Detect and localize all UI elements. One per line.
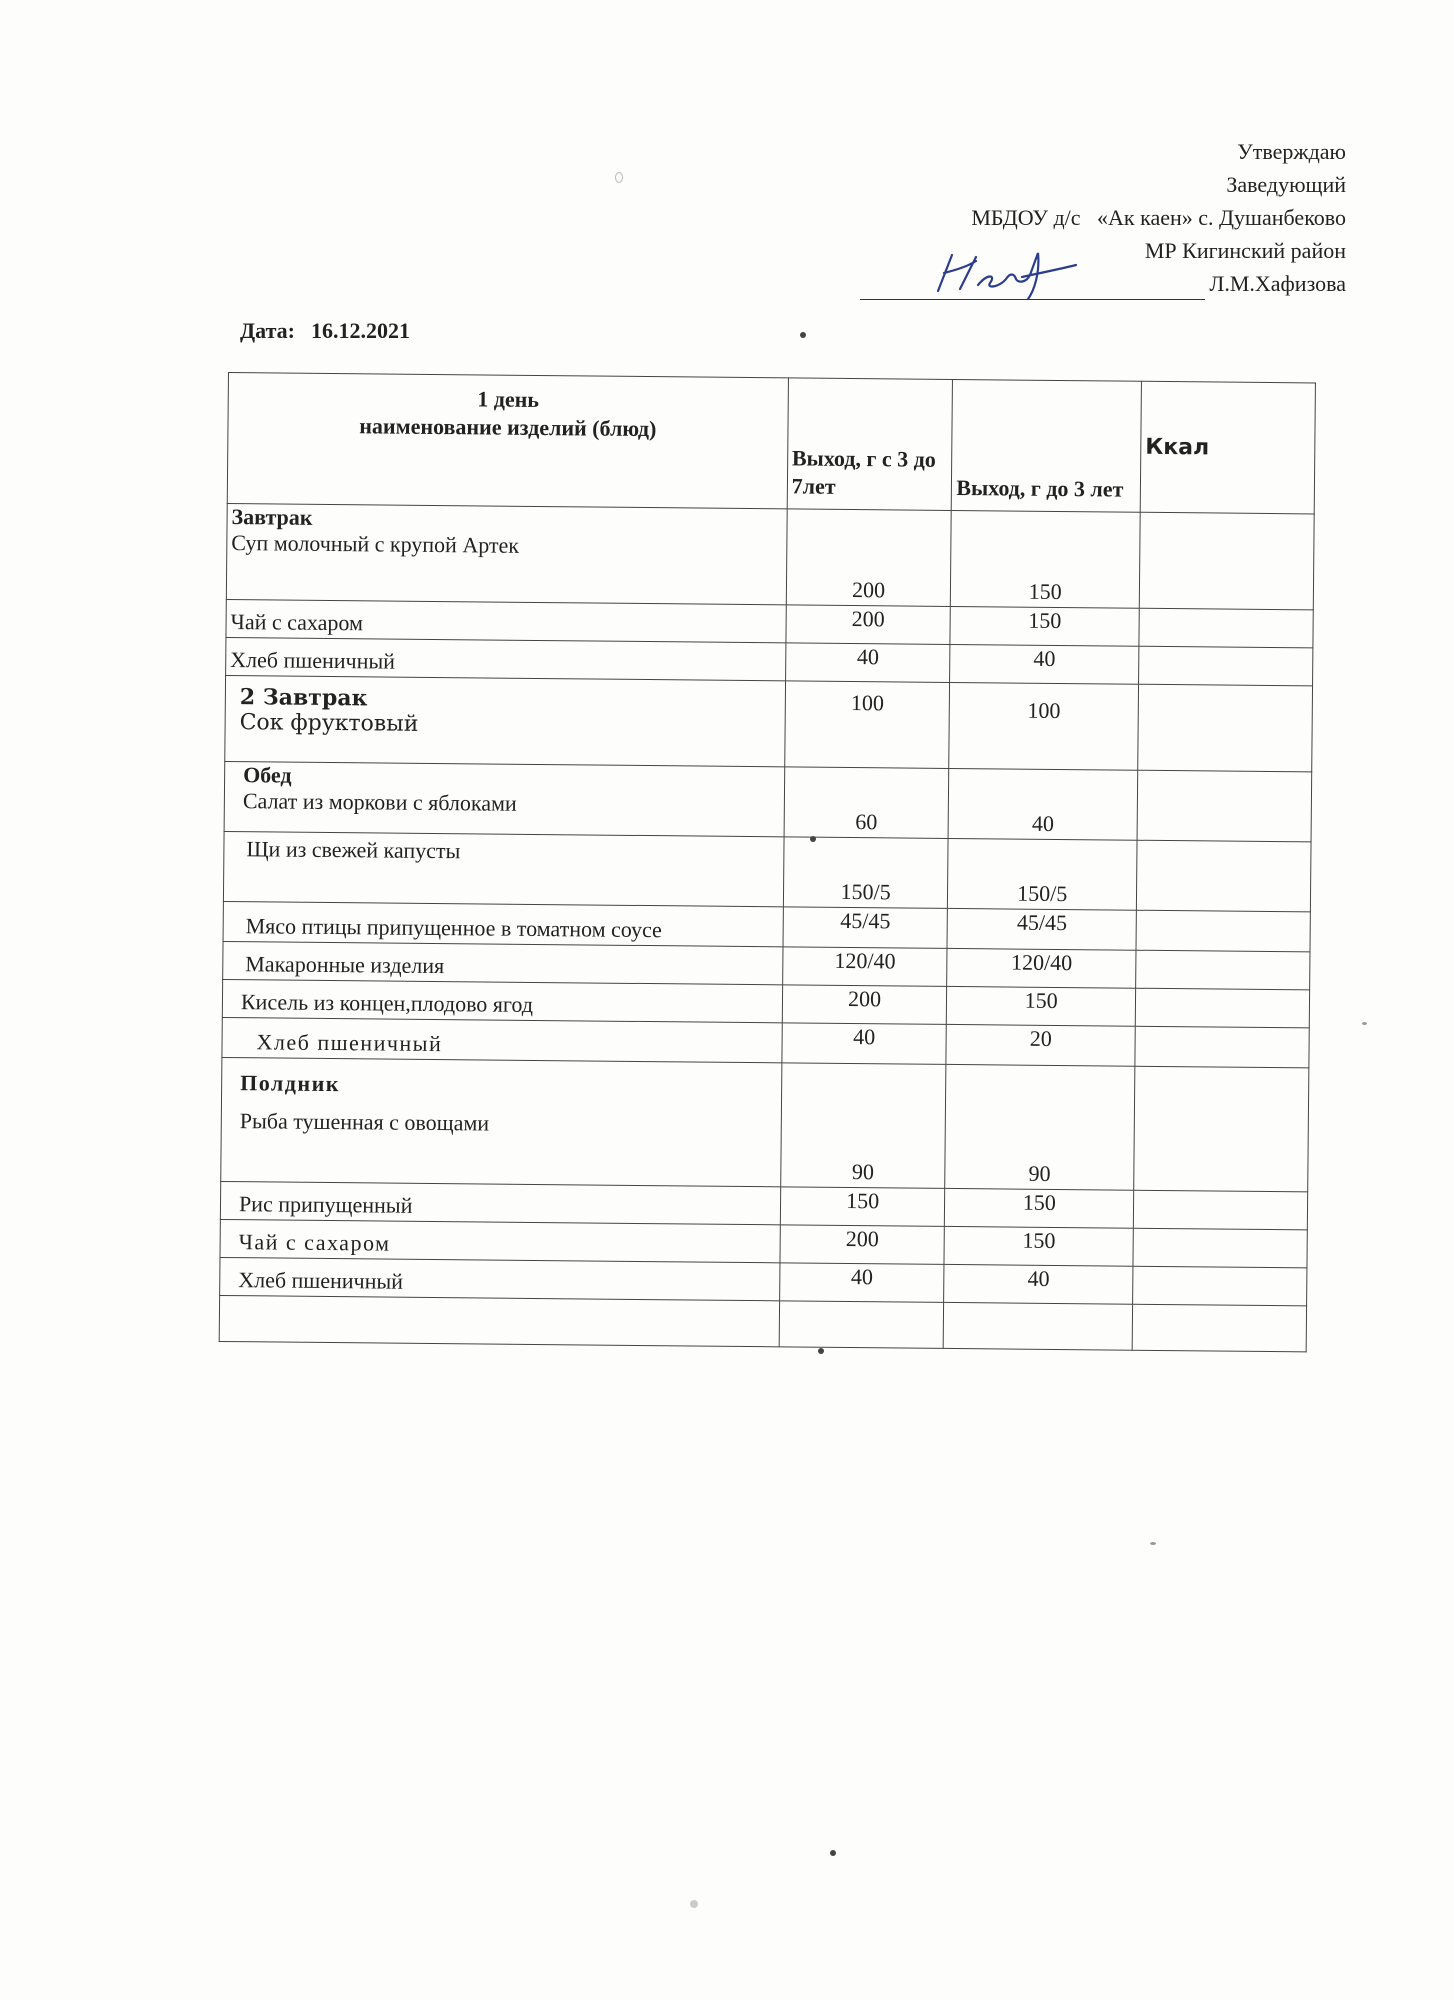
kcal-cell bbox=[1135, 988, 1309, 1028]
dish-name: Хлеб пшеничный bbox=[226, 637, 786, 680]
menu-table bbox=[219, 372, 1316, 1352]
out-3-7-cell: 60 bbox=[784, 767, 949, 839]
empty-cell bbox=[944, 1302, 1133, 1350]
dish-name: Кисель из концен,плодово ягод bbox=[222, 979, 782, 1022]
kcal-cell bbox=[1134, 1066, 1309, 1192]
approval-block bbox=[860, 135, 1346, 300]
dish-cell bbox=[225, 675, 786, 766]
out-3-7-cell: 90 bbox=[780, 1063, 946, 1189]
scan-speck bbox=[1150, 1542, 1156, 1545]
out-under3-cell: 150 bbox=[950, 606, 1139, 646]
dish-cell bbox=[224, 761, 784, 836]
dish-name: Сок фруктовый bbox=[239, 710, 419, 737]
out-3-7-cell: 40 bbox=[782, 1023, 947, 1065]
table-row bbox=[223, 831, 1311, 911]
meal-label: Обед bbox=[243, 762, 292, 788]
dish-name: Рыба тушенная с овощами bbox=[239, 1108, 490, 1136]
kcal-cell bbox=[1139, 512, 1314, 610]
table-row bbox=[221, 1057, 1309, 1191]
approval-district: МР Кигинский район bbox=[1144, 238, 1346, 263]
meal-label: Завтрак bbox=[231, 504, 313, 530]
header-day: 1 день bbox=[477, 386, 540, 412]
out-3-7-cell: 200 bbox=[786, 509, 952, 607]
dish-name: Мясо птицы припущенное в томатном соусе bbox=[223, 901, 783, 946]
out-under3-cell: 40 bbox=[944, 1264, 1133, 1304]
out-3-7-cell: 200 bbox=[782, 985, 947, 1025]
approval-title: Утверждаю bbox=[1237, 139, 1346, 164]
kcal-cell bbox=[1136, 910, 1310, 952]
out-3-7-cell: 120/40 bbox=[782, 947, 947, 987]
meal-label: 2 Завтрак bbox=[239, 684, 368, 712]
header-out-under3: Выход, г до 3 лет bbox=[952, 379, 1142, 512]
out-3-7-cell: 150 bbox=[780, 1187, 945, 1227]
kcal-cell bbox=[1137, 770, 1312, 842]
out-3-7-cell: 200 bbox=[786, 605, 951, 645]
header-kcal: Ккал bbox=[1140, 381, 1315, 514]
table-row bbox=[225, 675, 1313, 771]
scan-dot bbox=[800, 332, 806, 338]
table-row bbox=[224, 761, 1312, 841]
table-empty-row bbox=[219, 1295, 1306, 1351]
kcal-cell bbox=[1133, 1190, 1307, 1230]
out-3-7-cell: 40 bbox=[785, 643, 950, 683]
empty-cell bbox=[779, 1301, 944, 1349]
header-dish-name bbox=[227, 373, 788, 509]
header-out-3-7: Выход, г с 3 до 7лет bbox=[787, 378, 953, 511]
dish-name: Хлеб пшеничный bbox=[220, 1257, 780, 1300]
out-3-7-cell: 40 bbox=[779, 1263, 944, 1303]
out-under3-cell: 90 bbox=[945, 1064, 1135, 1190]
out-under3-cell: 40 bbox=[950, 644, 1139, 684]
signature-line bbox=[860, 273, 1205, 300]
dish-cell bbox=[226, 503, 787, 604]
scan-speck bbox=[1362, 1022, 1367, 1025]
kcal-cell bbox=[1139, 646, 1313, 686]
scan-speck bbox=[690, 1900, 698, 1908]
approval-organization: МБДОУ д/с «Ак каен» с. Душанбеково bbox=[971, 205, 1346, 230]
scan-speck bbox=[615, 172, 623, 183]
signature-image bbox=[930, 243, 1080, 303]
signature-row bbox=[860, 267, 1346, 300]
meal-label: Полдник bbox=[240, 1070, 341, 1097]
out-under3-cell: 40 bbox=[949, 768, 1138, 840]
dish-name: Суп молочный с крупой Артек bbox=[231, 530, 520, 558]
dish-name: Чай с сахаром bbox=[226, 599, 786, 642]
signer-name: Л.М.Хафизова bbox=[1209, 271, 1346, 296]
kcal-cell bbox=[1133, 1266, 1307, 1306]
out-3-7-cell: 200 bbox=[780, 1225, 945, 1265]
out-under3-cell: 150 bbox=[951, 510, 1140, 608]
kcal-cell bbox=[1136, 950, 1310, 990]
header-name: наименование изделий (блюд) bbox=[359, 413, 657, 442]
out-3-7-cell: 150/5 bbox=[783, 837, 948, 909]
kcal-cell bbox=[1138, 684, 1313, 772]
out-under3-cell: 150/5 bbox=[948, 838, 1137, 910]
out-3-7-cell: 45/45 bbox=[783, 907, 948, 949]
empty-cell bbox=[219, 1295, 779, 1346]
kcal-cell bbox=[1136, 840, 1311, 912]
out-under3-cell: 150 bbox=[947, 986, 1136, 1026]
date-line bbox=[240, 318, 410, 344]
kcal-cell bbox=[1135, 1026, 1309, 1068]
out-3-7-cell: 100 bbox=[784, 681, 950, 769]
date-value: 16.12.2021 bbox=[310, 318, 410, 343]
scan-dot bbox=[830, 1850, 836, 1856]
empty-cell bbox=[1132, 1304, 1306, 1352]
date-label: Дата: bbox=[240, 318, 295, 343]
scan-dot bbox=[818, 1348, 824, 1354]
dish-name: Рис припущенный bbox=[220, 1181, 780, 1224]
out-under3-cell: 150 bbox=[945, 1188, 1134, 1228]
out-under3-cell: 100 bbox=[949, 682, 1138, 770]
dish-name: Салат из моркови с яблоками bbox=[242, 788, 517, 816]
kcal-cell bbox=[1139, 608, 1313, 648]
dish-name: Макаронные изделия bbox=[223, 941, 783, 984]
out-under3-cell: 150 bbox=[944, 1226, 1133, 1266]
dish-name: Чай с сахаром bbox=[220, 1219, 780, 1262]
out-under3-cell: 120/40 bbox=[947, 948, 1136, 988]
dish-cell bbox=[221, 1057, 782, 1186]
out-under3-cell: 20 bbox=[946, 1024, 1135, 1066]
out-under3-cell: 45/45 bbox=[947, 908, 1136, 950]
dish-name: Щи из свежей капусты bbox=[223, 831, 783, 906]
kcal-cell bbox=[1133, 1228, 1307, 1268]
approval-position: Заведующий bbox=[1226, 172, 1346, 197]
table-header-row bbox=[227, 373, 1315, 514]
table-row bbox=[226, 503, 1314, 609]
dish-name: Хлеб пшеничный bbox=[222, 1017, 782, 1062]
